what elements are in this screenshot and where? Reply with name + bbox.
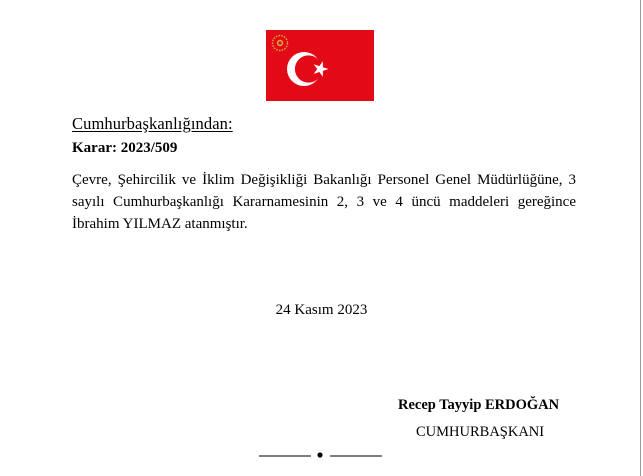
signer-title: CUMHURBAŞKANI — [416, 424, 545, 440]
signer-name: Recep Tayyip ERDOĞAN — [398, 397, 560, 413]
page-edge — [640, 0, 641, 476]
decree-body: Çevre, Şehircilik ve İklim Değişikliği Bakanlığı Personel Genel Müdürlüğüne, 3 sayılı Cumhurbaşkanlığı Kararnamesinin 2, 3 ve 4 üncü maddeleri gereğince İbrahim YILMAZ atanmıştır. — [72, 172, 576, 232]
end-separator-ornament — [259, 449, 382, 461]
decree-number: Karar: 2023/509 — [72, 140, 178, 156]
turkish-flag-icon — [266, 30, 374, 101]
decree-date: 24 Kasım 2023 — [275, 302, 368, 318]
document-heading: Cumhurbaşkanlığından: — [72, 114, 233, 133]
